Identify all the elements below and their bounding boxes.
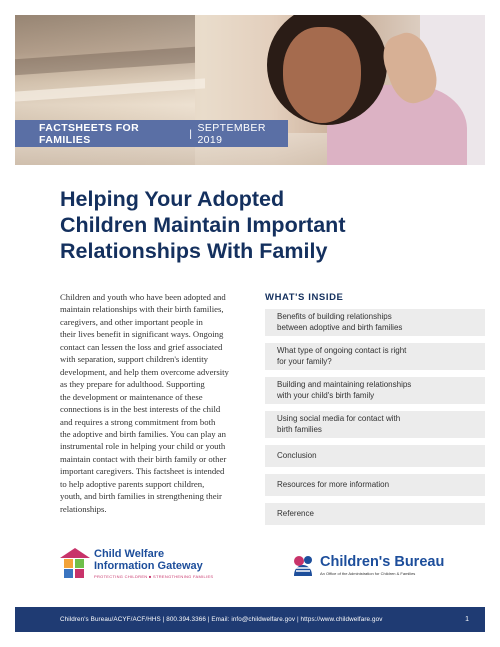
intro-line: as they prepare for adulthood. Supporting (60, 379, 205, 390)
intro-line: connections is in the best interests of the child (60, 404, 221, 415)
intro-paragraph (60, 291, 250, 515)
series-banner (15, 120, 288, 147)
intro-line: youth, and birth families in strengthening their (60, 491, 222, 502)
cwig-tagline: PROTECTING CHILDREN ■ STRENGTHENING FAMILIES (94, 574, 214, 579)
footer-bar (15, 607, 485, 632)
intro-line: Children and youth who have been adopted and (60, 292, 226, 302)
whats-inside-item-text (277, 346, 406, 367)
intro-line: the development or maintenance of these (60, 391, 203, 402)
whats-inside-item-text (277, 509, 314, 520)
title-line-3: Relationships With Family (60, 239, 328, 263)
whats-inside-item[interactable] (265, 377, 485, 404)
childrens-bureau-logo[interactable] (290, 552, 444, 578)
intro-line: maintain contact with their birth family or other (60, 453, 227, 464)
whats-inside-item-text (277, 414, 400, 435)
intro-line: development, and help them overcome adversity (60, 366, 229, 377)
whats-inside-item-line-1: Building and maintaining relationships (277, 380, 412, 389)
whats-inside-item[interactable] (265, 445, 485, 467)
title-line-1: Helping Your Adopted (60, 187, 285, 211)
whats-inside-item-line-1: Using social media for contact with (277, 414, 401, 423)
house-icon (60, 548, 90, 580)
cwig-name-line-2: Information Gateway (94, 560, 203, 572)
childrens-bureau-subtitle: An Office of the Administration for Children & Families (320, 571, 416, 576)
whats-inside-item-line-1: Benefits of building relationships (277, 312, 392, 321)
whats-inside-item-text (277, 480, 389, 491)
whats-inside-item-text (277, 380, 411, 401)
intro-line: caregivers, and other important people in (60, 316, 203, 327)
intro-line: with separation, support children's identity (60, 354, 209, 365)
whats-inside-item-line-2: with your child's birth family (277, 390, 375, 400)
childrens-bureau-emblem-icon (290, 552, 316, 578)
whats-inside-item-line-2: birth families (277, 424, 322, 434)
child-welfare-information-gateway-logo[interactable] (60, 548, 213, 580)
intro-line: important caregivers. This factsheet is intended (60, 466, 225, 477)
intro-line: relationships. (60, 503, 107, 514)
intro-line: maintain relationships with their birth families, (60, 304, 224, 315)
intro-line: to help adoptive parents support children, (60, 478, 205, 489)
whats-inside-item-line-2: for your family? (277, 356, 332, 366)
whats-inside-item-line-1: Resources for more information (277, 479, 390, 489)
whats-inside-item[interactable] (265, 503, 485, 525)
childrens-bureau-name: Children's Bureau (320, 554, 445, 570)
whats-inside-item-text (277, 451, 317, 462)
intro-line: instrumental role in helping your child or youth (60, 441, 226, 452)
whats-inside-item-line-1: Conclusion (277, 450, 317, 460)
intro-line: contact can lessen the loss and grief associated (60, 341, 223, 352)
whats-inside-item-line-1: Reference (277, 508, 314, 518)
whats-inside-item-text (277, 312, 402, 333)
intro-line: the adoptive and birth families. You can play an (60, 428, 226, 439)
whats-inside-item[interactable] (265, 411, 485, 438)
whats-inside-item[interactable] (265, 343, 485, 370)
title-line-2: Children Maintain Important (60, 213, 346, 237)
whats-inside-item[interactable] (265, 474, 485, 496)
page-title (60, 186, 450, 264)
whats-inside-heading: WHAT'S INSIDE (265, 292, 344, 303)
whats-inside-item-line-1: What type of ongoing contact is right (277, 346, 407, 355)
series-separator: | (189, 127, 193, 140)
page-number: 1 (465, 616, 469, 623)
whats-inside-list (265, 309, 485, 532)
series-label: FACTSHEETS FOR FAMILIES (39, 121, 140, 146)
cwig-name-line-1: Child Welfare (94, 548, 165, 560)
intro-line: and requires a strong commitment from both (60, 416, 216, 427)
whats-inside-item-line-2: between adoptive and birth families (277, 322, 403, 332)
publication-date: SEPTEMBER 2019 (197, 121, 266, 146)
whats-inside-item[interactable] (265, 309, 485, 336)
footer-contact-text: Children's Bureau/ACYF/ACF/HHS | 800.394.3366 | Email: info@childwelfare.gov | https://www.childwelfare.gov (60, 616, 383, 623)
intro-line: their lives benefit in significant ways. Ongoing (60, 329, 224, 340)
